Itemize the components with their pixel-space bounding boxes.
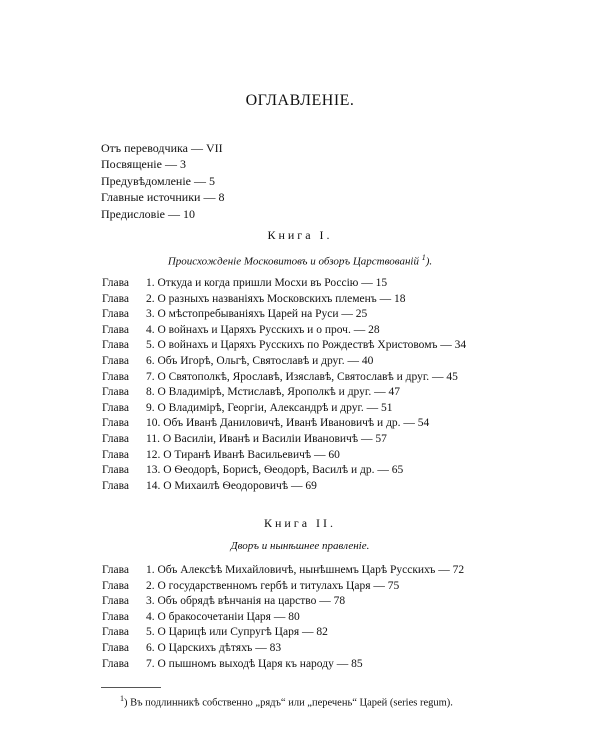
chapter-number: 4. [146,323,155,336]
book1-subtitle-text: Происхожденіе Московитовъ и обзоръ Царствованій [167,255,419,268]
chapter-entry [102,463,466,479]
chapter-number: 14. [146,479,161,492]
chapter-number: 1. [146,277,155,289]
chapter-entry [102,276,466,292]
chapter-label: Глава [102,448,130,461]
chapter-entry [102,579,464,595]
chapter-number: 4. [146,610,155,623]
chapter-number: 12. [146,448,161,461]
chapter-title: О разныхъ названіяхъ Московскихъ племенъ — 18 [157,292,406,305]
front-matter-item: Главные источники — 8 [101,190,225,205]
chapter-number: 6. [146,641,155,654]
footnote: $^1$) Въ подлинникѣ собственно „рядъ“ или „перечень“ Царей (series regum). [120,694,453,709]
chapter-entry [102,448,466,464]
chapter-title: О Тиранѣ Иванѣ Васильевичѣ — 60 [163,448,340,461]
chapter-entry [102,610,464,626]
chapter-label: Глава [102,479,130,492]
chapter-label: Глава [102,564,130,576]
chapter-title: О пышномъ выходѣ Царя къ народу — 85 [157,657,363,670]
footnote-text: Въ подлинникѣ собственно „рядъ“ или „перечень“ Царей (series regum). [130,697,453,709]
chapter-entry [102,338,466,354]
chapter-title: О Владимірѣ, Георгіи, Александрѣ и друг. — 51 [157,401,393,414]
chapter-title: Объ Алексѣѣ Михайловичѣ, нынѣшнемъ Царѣ Русскихъ — 72 [157,564,465,576]
chapter-title: Откуда и когда пришли Мосхи въ Россію — 15 [157,277,388,289]
chapter-label: Глава [102,339,130,352]
chapter-title: О бракосочетаніи Царя — 80 [157,610,300,623]
footnote-divider [101,687,161,688]
chapter-number: 6. [146,354,155,367]
front-matter-item: Предисловіе — 10 [101,206,196,221]
chapter-entry [102,563,464,579]
chapter-number: 1. [146,564,155,576]
chapter-title: О государственномъ гербѣ и титулахъ Царя — 75 [157,579,400,592]
chapter-entry [102,479,466,495]
chapter-label: Глава [102,579,130,592]
chapter-label: Глава [102,610,130,623]
chapter-title: О Михаилѣ Ѳеодоровичѣ — 69 [163,479,317,492]
chapter-entry [102,625,464,641]
chapter-entry [102,432,466,448]
chapter-label: Глава [102,464,130,477]
chapter-number: 5. [146,626,155,639]
chapter-title: Объ Иванѣ Даниловичѣ, Иванѣ Ивановичѣ и др. — 54 [163,417,430,430]
book2-heading: Книга II. [263,516,337,530]
chapter-entry [102,307,466,323]
chapter-label: Глава [102,308,130,321]
chapter-title: О Царскихъ дѣтяхъ — 83 [157,641,282,654]
chapter-entry [102,292,466,308]
chapter-entry [102,370,466,386]
chapter-label: Глава [102,595,130,608]
front-matter-list [101,140,224,222]
chapter-label: Глава [102,354,130,367]
chapter-number: 2. [146,292,155,305]
chapter-title: О Царицѣ или Супругѣ Царя — 82 [157,626,328,639]
chapter-label: Глава [102,641,130,654]
chapter-number: 2. [146,579,155,592]
page-title: ОГЛАВЛЕНІЕ. [245,92,355,109]
chapter-title: О Василіи, Иванѣ и Василіи Ивановичѣ — 57 [162,432,387,445]
book1-chapter-list [102,276,466,494]
chapter-label: Глава [102,292,130,305]
chapter-label: Глава [102,401,130,414]
chapter-entry [102,416,466,432]
front-matter-item: Предувѣдомленіе — 5 [101,173,215,188]
book2-subtitle: Дворъ и нынѣшнее правленіе. [230,540,370,552]
chapter-number: 3. [146,308,155,321]
chapter-number: 7. [146,370,155,383]
footnote-ref: 1 [421,253,426,262]
chapter-title: Объ обрядѣ вѣнчанія на царство — 78 [157,595,346,608]
chapter-number: 13. [146,464,161,477]
chapter-label: Глава [102,657,130,670]
chapter-number: 11. [146,432,160,445]
chapter-label: Глава [102,323,130,336]
chapter-title: О Святополкѣ, Ярославѣ, Изяславѣ, Святославѣ и друг. — 45 [157,370,458,383]
chapter-entry [102,323,466,339]
chapter-number: 8. [146,386,155,399]
chapter-title: О войнахъ и Царяхъ Русскихъ и о проч. — 28 [157,323,380,336]
chapter-number: 5. [146,339,155,352]
book2-chapter-list [102,563,464,672]
chapter-title: О Ѳеодорѣ, Борисѣ, Ѳеодорѣ, Василѣ и др. — 65 [163,464,404,477]
chapter-number: 9. [146,401,155,414]
chapter-label: Глава [102,626,130,639]
chapter-number: 3. [146,595,155,608]
chapter-label: Глава [102,386,130,399]
chapter-label: Глава [102,277,130,289]
chapter-number: 10. [146,417,161,430]
chapter-entry [102,641,464,657]
chapter-label: Глава [102,417,130,430]
chapter-label: Глава [102,432,130,445]
chapter-label: Глава [102,370,130,383]
book1-heading: Книга I. [267,228,333,242]
chapter-title: О мѣстопребываніяхъ Царей на Руси — 25 [157,308,368,321]
chapter-entry [102,594,464,610]
front-matter-item: Посвященіе — 3 [101,157,186,172]
chapter-entry [102,354,466,370]
chapter-number: 7. [146,657,155,670]
chapter-title: О войнахъ и Царяхъ Русскихъ по Рождествѣ Христовомъ — 34 [157,339,467,352]
book1-subtitle: Происхожденіе Московитовъ и обзоръ Царствованій $^1$). [167,253,433,268]
chapter-entry [102,385,466,401]
chapter-title: Объ Игорѣ, Ольгѣ, Святославѣ и друг. — 40 [157,354,374,367]
front-matter-item: Отъ переводчика — VII [101,141,223,155]
chapter-entry [102,657,464,673]
footnote-mark: 1 [120,694,124,703]
chapter-entry [102,401,466,417]
chapter-title: О Владимірѣ, Мстиславѣ, Ярополкѣ и друг. — 47 [157,386,400,399]
